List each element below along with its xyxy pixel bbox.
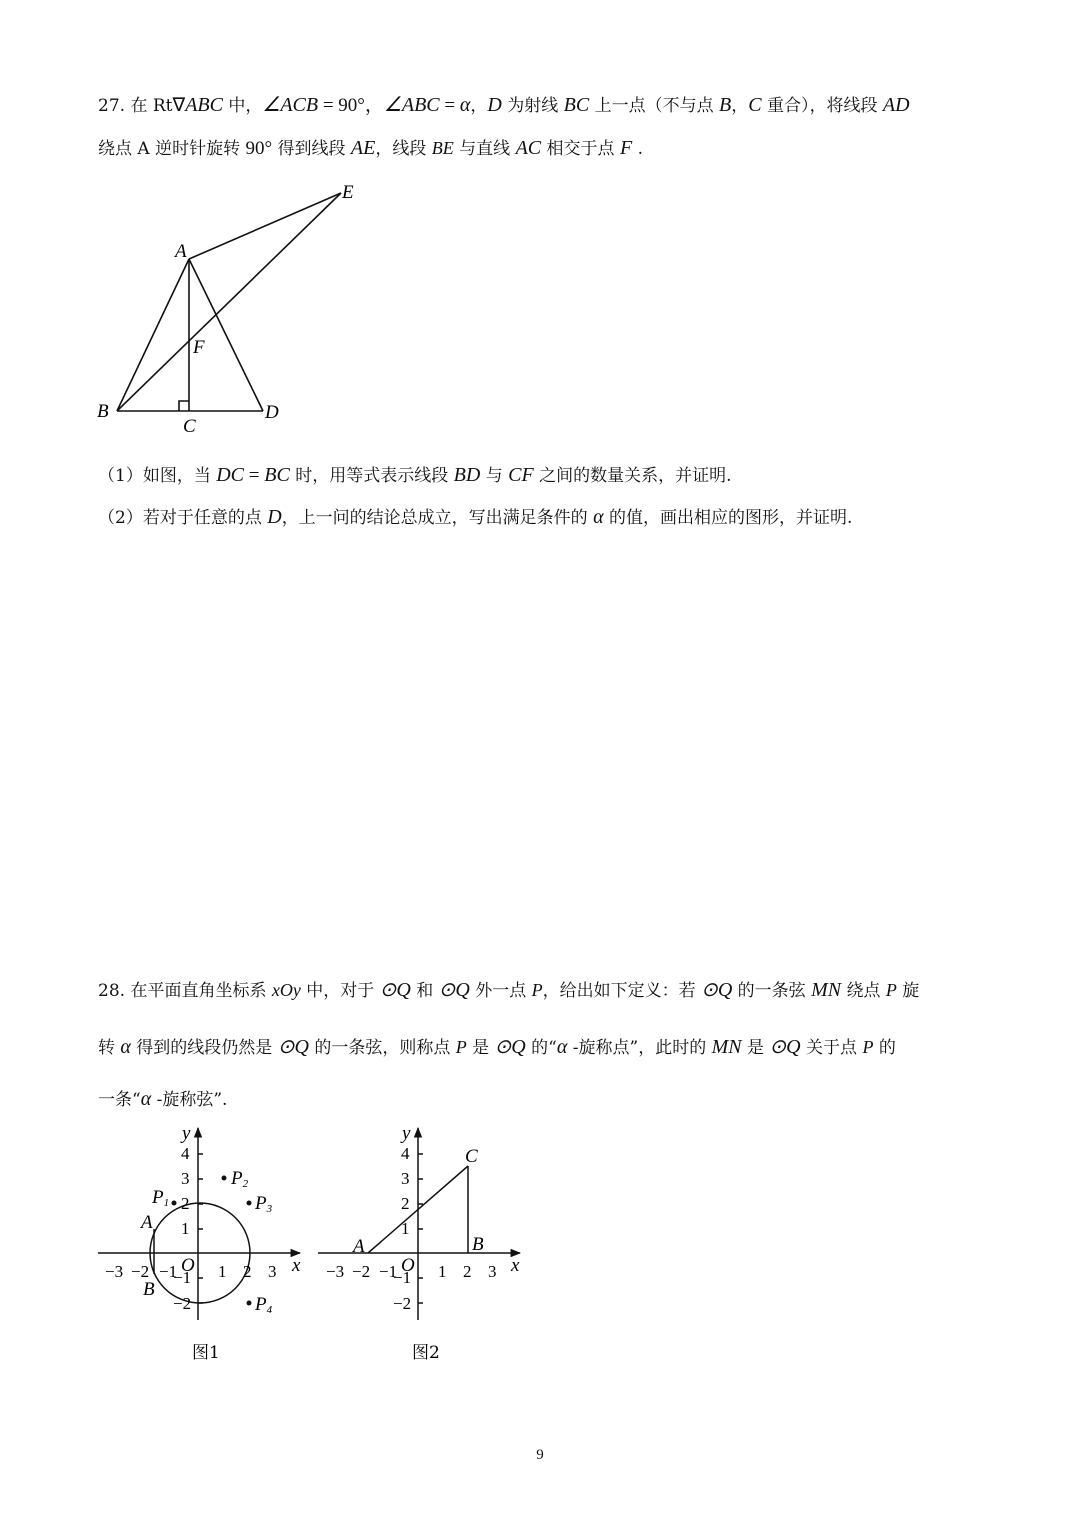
fig1-label-b: B [143,1279,155,1300]
fig1-label-p1: P1 [152,1187,170,1209]
fig1-axis-x-label: x [292,1255,301,1276]
fig1-xtick-m3: −3 [105,1262,124,1281]
fig1-xtick-m1: −1 [159,1262,178,1281]
fig2-caption: 图2 [412,1343,440,1363]
fig2-xtick-3: 3 [488,1262,497,1281]
fig1-label-p4: P4 [255,1294,273,1316]
q28-line2: 转 α 得到的线段仍然是 ⊙Q 的一条弦，则称点 P 是 ⊙Q 的“α -旋称点”，此时的 MN 是 ⊙Q 关于点 P 的 [98,1036,896,1058]
q27-part2: （2）若对于任意的点 D，上一问的结论总成立，写出满足条件的 α 的值，画出相应的图形，并证明. [98,506,853,528]
q27-part1: （1）如图，当 DC = BC 时，用等式表示线段 BD 与 CF 之间的数量关系，并证明. [98,464,732,486]
fig1-ytick-m1: −1 [173,1268,192,1287]
q27-line1: 27. 在 Rt∇ABC 中，∠ACB = 90°，∠ABC = α，D 为射线 BC 上一点（不与点 B，C 重合），将线段 AD [98,94,910,116]
fig2-ytick-3: 3 [401,1169,410,1188]
label-c: C [183,416,196,437]
fig1-xtick-3: 3 [268,1262,277,1281]
fig2-axis-x-label: x [511,1255,520,1276]
fig2-label-b: B [472,1234,484,1255]
fig2-axis-y-label: y [402,1123,411,1144]
fig2-ytick-4: 4 [401,1144,410,1163]
fig2-ytick-m1: −1 [393,1268,412,1287]
fig1-origin: O [181,1255,195,1276]
fig2-xtick-1: 1 [438,1262,447,1281]
fig2-origin: O [401,1255,415,1276]
q28-line1: 28. 在平面直角坐标系 xOy 中，对于 ⊙Q 和 ⊙Q 外一点 P，给出如下定义：若 ⊙Q 的一条弦 MN 绕点 P 旋 [98,979,920,1001]
fig2-label-c: C [465,1146,478,1167]
fig2-label-a: A [353,1236,365,1257]
fig1-ytick-3: 3 [181,1169,190,1188]
fig2-xtick-m1: −1 [379,1262,398,1281]
label-e: E [342,182,354,203]
label-b: B [97,401,109,422]
fig2-xtick-m2: −2 [352,1262,371,1281]
q27-line2: 绕点 A 逆时针旋转 90° 得到线段 AE，线段 BE 与直线 AC 相交于点 F . [98,137,643,159]
label-a: A [175,241,187,262]
fig1-ytick-m2: −2 [173,1294,192,1313]
fig2-ytick-2: 2 [401,1194,410,1213]
fig1-ytick-2: 2 [181,1194,190,1213]
fig1-ytick-4: 4 [181,1144,190,1163]
fig1-xtick-m2: −2 [131,1262,150,1281]
page-number: 9 [536,1447,544,1463]
fig1-caption: 图1 [192,1343,220,1363]
fig2-ytick-1: 1 [401,1219,410,1238]
label-f: F [193,337,205,358]
fig2-xtick-2: 2 [463,1262,472,1281]
fig1-axis-y-label: y [182,1123,191,1144]
fig1-label-a: A [141,1212,153,1233]
fig1-xtick-1: 1 [218,1262,227,1281]
fig1-label-p3: P3 [255,1193,273,1215]
label-d: D [265,402,279,423]
q28-line3: 一条“α -旋称弦”. [98,1088,228,1110]
fig1-ytick-1: 1 [181,1219,190,1238]
fig1-xtick-2: 2 [243,1262,252,1281]
fig2-xtick-m3: −3 [326,1262,345,1281]
fig1-label-p2: P2 [231,1168,249,1190]
fig2-ytick-m2: −2 [393,1294,412,1313]
